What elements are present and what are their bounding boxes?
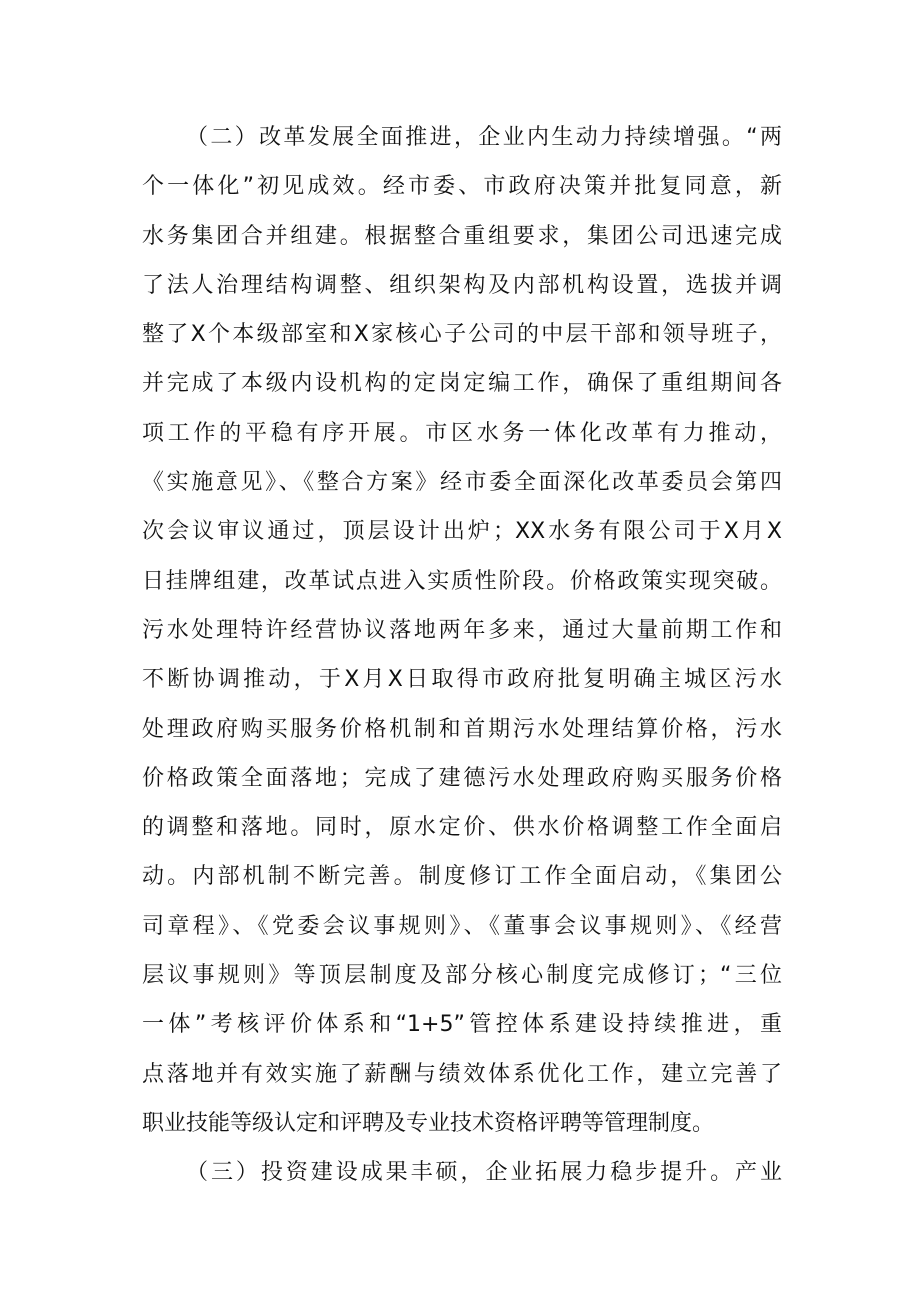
- paragraph-3-heading-line: （三）投资建设成果丰硕，企业拓展力稳步提升。产业: [186, 1160, 782, 1186]
- text-line: 价格政策全面落地；完成了建德污水处理政府购买服务价格: [142, 765, 782, 791]
- text-line: 次会议审议通过，顶层设计出炉；XX水务有限公司于X月X: [142, 519, 782, 545]
- text-line: 点落地并有效实施了薪酬与绩效体系优化工作，建立完善了: [142, 1061, 782, 1087]
- paragraph-2-heading-line: （二）改革发展全面推进，企业内生动力持续增强。“两: [186, 125, 782, 150]
- text-line: 日挂牌组建，改革试点进入实质性阶段。价格政策实现突破。: [142, 568, 782, 594]
- text-line: 不断协调推动，于X月X日取得市政府批复明确主城区污水: [142, 667, 782, 693]
- text-line: 一体”考核评价体系和“1+5”管控体系建设持续推进，重: [142, 1012, 782, 1038]
- text-line: 项工作的平稳有序开展。市区水务一体化改革有力推动，: [142, 420, 782, 446]
- text-line: 处理政府购买服务价格机制和首期污水处理结算价格，污水: [142, 716, 782, 742]
- paragraph-2-last-line: 职业技能等级认定和评聘及专业技术资格评聘等管理制度。: [142, 1110, 715, 1136]
- text-line: 了法人治理结构调整、组织架构及内部机构设置，选拔并调: [142, 272, 782, 298]
- text-line: 《实施意见》、《整合方案》经市委全面深化改革委员会第四: [142, 470, 782, 496]
- text-line: 动。内部机制不断完善。制度修订工作全面启动，《集团公: [142, 864, 782, 890]
- text-line: 水务集团合并组建。根据整合重组要求，集团公司迅速完成: [142, 223, 782, 249]
- text-line: 的调整和落地。同时，原水定价、供水价格调整工作全面启: [142, 815, 782, 841]
- text-line: 层议事规则》等顶层制度及部分核心制度完成修订；“三位: [142, 963, 782, 989]
- text-line: 整了X个本级部室和X家核心子公司的中层干部和领导班子，: [142, 322, 782, 348]
- text-line: 个一体化”初见成效。经市委、市政府决策并批复同意，新: [142, 174, 782, 200]
- text-line: 并完成了本级内设机构的定岗定编工作，确保了重组期间各: [142, 371, 782, 397]
- text-line: 司章程》、《党委会议事规则》、《董事会议事规则》、《经营: [142, 913, 782, 939]
- body-text: [142, 118, 782, 1203]
- text-line: 污水处理特许经营协议落地两年多来，通过大量前期工作和: [142, 617, 782, 643]
